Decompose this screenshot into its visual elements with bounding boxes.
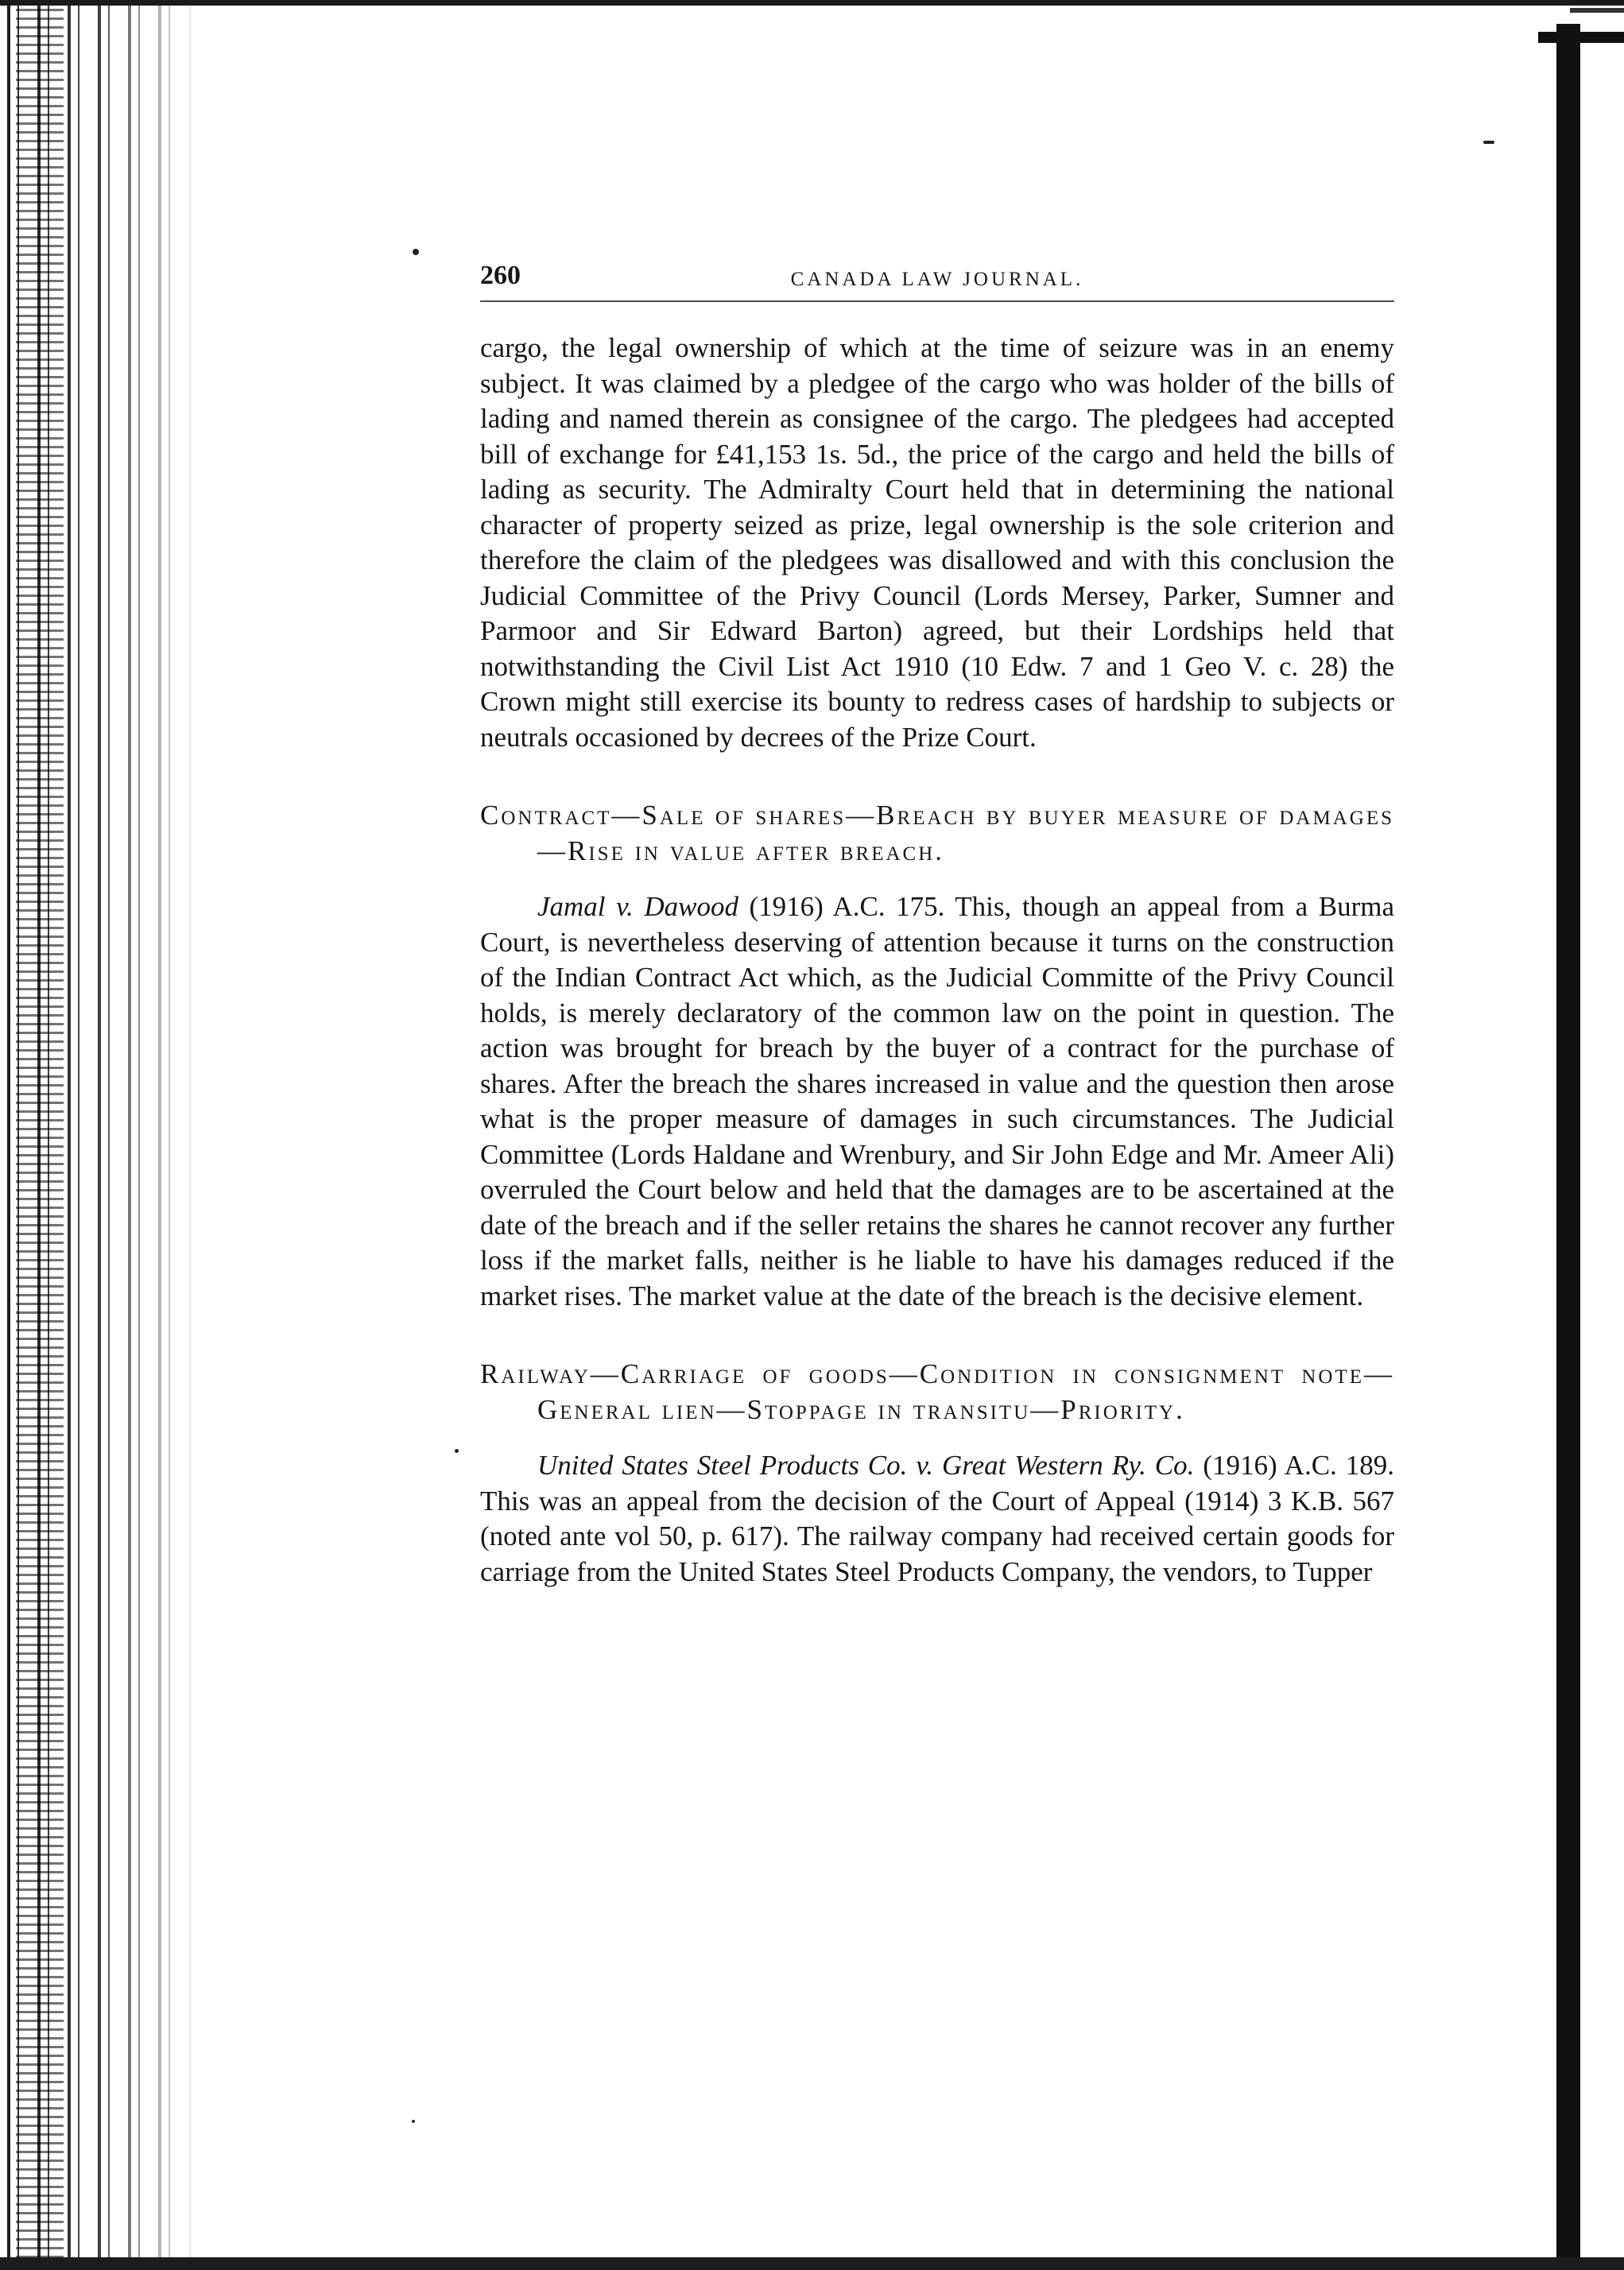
case-citation: (1916) A.C. 189. bbox=[1194, 1450, 1394, 1481]
case-section bbox=[480, 798, 1394, 1314]
section-headnote: Railway—Carriage of goods—Condition in consignment note—General lien—Stoppage in transitu—Priority. bbox=[480, 1358, 1394, 1425]
scan-speck bbox=[413, 249, 419, 255]
case-paragraph bbox=[480, 889, 1394, 1314]
scan-bottom-edge bbox=[0, 2257, 1624, 2270]
scan-speck bbox=[455, 1449, 459, 1453]
case-name: United States Steel Products Co. v. Great Western Ry. Co. bbox=[537, 1450, 1195, 1481]
scan-top-edge bbox=[0, 0, 1624, 6]
case-summary: This was an appeal from the decision of the Court of Appeal (1914) 3 K.B. 567 (noted ante vol 50, p. 617). The railway company had received certain goods for carriage from the United States Steel Products Company, the vendors, to Tupper bbox=[480, 1485, 1394, 1587]
page-number: 260 bbox=[480, 261, 521, 290]
scan-right-edge bbox=[1556, 24, 1580, 2270]
continuation-paragraph: cargo, the legal ownership of which at the time of seizure was in an enemy subject. It was claimed by a pledgee of the cargo who was holder of the bills of lading and named therein as consignee of the cargo. The pledgees had accepted bill of exchange for £41,153 1s. 5d., the price of the cargo and held the bills of lading as security. The Admiralty Court held that in determining the national character of property seized as prize, legal ownership is the sole criterion and therefore the claim of the pledgees was disallowed and with this conclusion the Judicial Committee of the Privy Council (Lords Mersey, Parker, Sumner and Parmoor and Sir Edward Barton) agreed, but their Lordships held that notwithstanding the Civil List Act 1910 (10 Edw. 7 and 1 Geo V. c. 28) the Crown might still exercise its bounty to redress cases of hardship to subjects or neutrals occasioned by decrees of the Prize Court. bbox=[480, 332, 1394, 753]
case-summary: This, though an appeal from a Burma Court, is nevertheless deserving of attention because it turns on the construction of the Indian Contract Act which, as the Judicial Committe of the Privy Council holds, is merely declaratory of the common law on the point in question. The action was brought for breach by the buyer of a contract for the purchase of shares. After the breach the shares increased in value and the question then arose what is the proper measure of damages in such circumstances. The Judicial Committee (Lords Haldane and Wrenbury, and Sir John Edge and Mr. Ameer Ali) overruled the Court below and held that the damages are to be ascertained at the date of the breach and if the seller retains the shares he cannot recover any further loss if the market falls, neither is he liable to have his damages reduced if the market rises. The market value at the date of the breach is the decisive element. bbox=[480, 891, 1395, 1311]
scan-right-cap bbox=[1538, 32, 1624, 43]
case-citation: (1916) A.C. 175. bbox=[738, 891, 945, 922]
case-section bbox=[480, 1357, 1394, 1590]
case-paragraph bbox=[480, 1448, 1394, 1590]
document-page bbox=[480, 261, 1394, 1590]
scan-speck bbox=[1483, 141, 1494, 144]
section-headnote: Contract—Sale of shares—Breach by buyer measure of damages—Rise in value after breach. bbox=[480, 800, 1394, 866]
scan-speck bbox=[412, 2120, 415, 2123]
journal-title: CANADA LAW JOURNAL. bbox=[790, 269, 1084, 290]
case-name: Jamal v. Dawood bbox=[537, 891, 738, 922]
running-head bbox=[480, 261, 1394, 302]
binding-edge bbox=[16, 0, 64, 2270]
scan-right-mark bbox=[1570, 8, 1624, 13]
